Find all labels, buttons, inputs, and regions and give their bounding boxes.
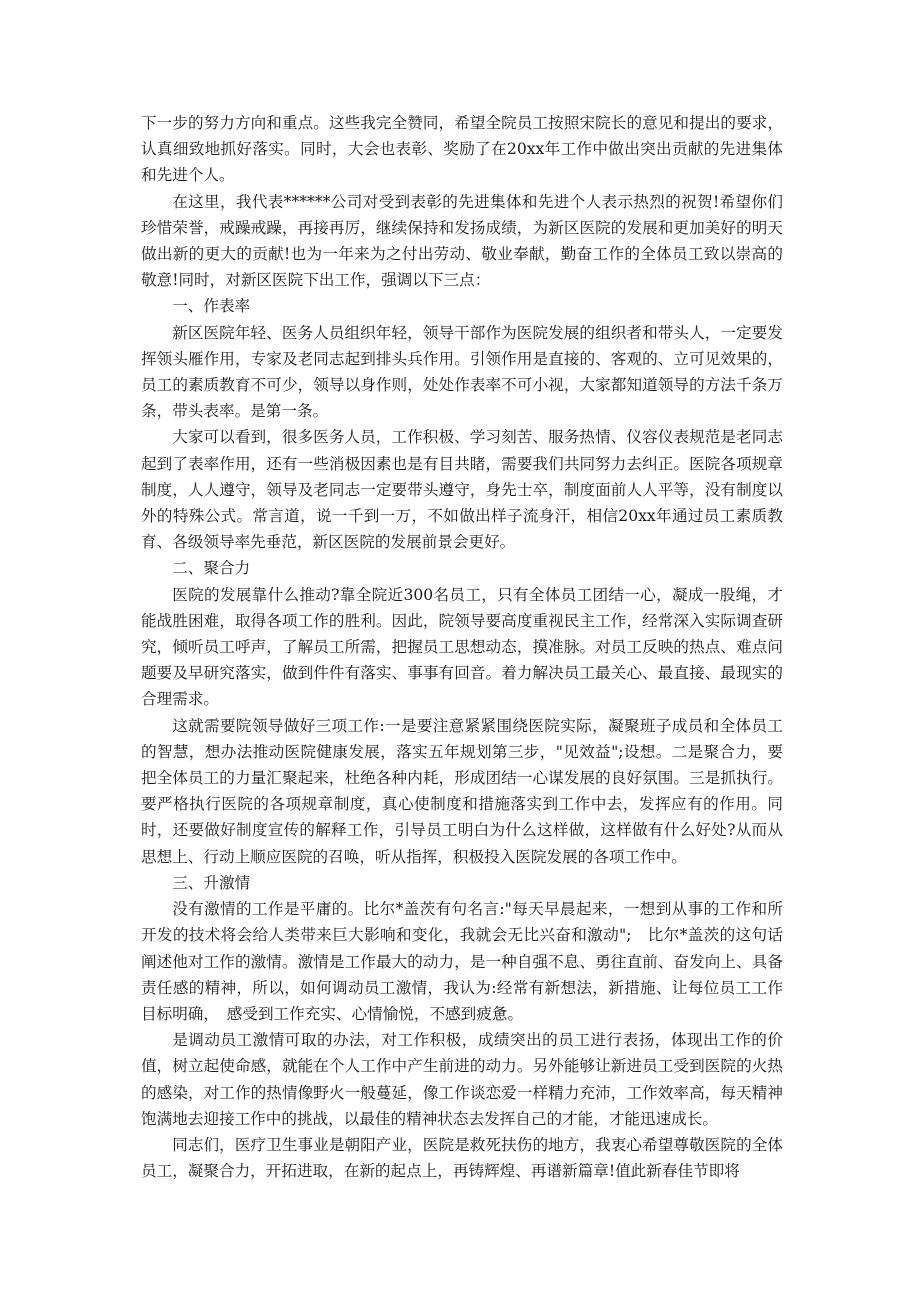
paragraph: 同志们，医疗卫生事业是朝阳产业，医院是救死扶伤的地方，我衷心希望尊敬医院的全体员工，凝聚合力，开拓进取，在新的起点上，再铸辉煌、再谱新篇章!值此新春佳节即将 xyxy=(141,1135,783,1181)
paragraph: 新区医院年轻、医务人员组织年轻，领导干部作为医院发展的组织者和带头人，一定要发挥领头雁作用，专家及老同志起到排头兵作用。引领作用是直接的、客观的、立可见效果的，员工的素质教育不可少，领导以身作则，处处作表率不可小视，大家都知道领导的方法千条万条，带头表率。是第一条。 xyxy=(141,323,783,421)
paragraph: 在这里，我代表******公司对受到表彰的先进集体和先进个人表示热烈的祝贺!希望你们珍惜荣誉，戒躁戒躁，再接再厉，继续保持和发扬成绩，为新区医院的发展和更加美好的明天做出新的更大的贡献!也为一年来为之付出劳动、敬业奉献，勤奋工作的全体员工致以崇高的敬意!同时，对新区医院下出工作，强调以下三点： xyxy=(141,192,783,290)
section-heading: 三、升激情 xyxy=(172,873,251,892)
paragraph: 大家可以看到，很多医务人员，工作积极、学习刻苦、服务热情、仪容仪表规范是老同志起到了表率作用，还有一些消极因素也是有目共睹，需要我们共同努力去纠正。医院各项规章制度，人人遵守，领导及老同志一定要带头遵守，身先士卒，制度面前人人平等，没有制度以外的特殊公式。常言道，说一千到一万，不如做出样子流身汗，相信20xx年通过员工素质教育、各级领导率先垂范，新区医院的发展前景会更好。 xyxy=(141,428,783,552)
paragraph: 医院的发展靠什么推动?靠全院近300名员工，只有全体员工团结一心，凝成一股绳，才能战胜困难，取得各项工作的胜利。因此，院领导要高度重视民主工作，经常深入实际调查研究，倾听员工呼声，了解员工所需，把握员工思想动态，摸准脉。对员工反映的热点、难点问题要及早研究落实，做到件件有落实、事事有回音。着力解决员工最关心、最直接、最现实的合理需求。 xyxy=(141,585,783,709)
section-heading: 一、作表率 xyxy=(172,297,251,316)
paragraph: 是调动员工激情可取的办法，对工作积极，成绩突出的员工进行表扬，体现出工作的价值，树立起使命感，就能在个人工作中产生前进的动力。另外能够让新进员工受到医院的火热的感染，对工作的热情像野火一般蔓延，像工作谈恋爱一样精力充沛，工作效率高，每天精神饱满地去迎接工作中的挑战，以最佳的精神状态去发挥自己的才能，才能迅速成长。 xyxy=(141,1031,783,1128)
paragraph: 没有激情的工作是平庸的。比尔*盖茨有句名言:"每天早晨起来，一想到从事的工作和所开发的技术将会给人类带来巨大影响和变化，我就会无比兴奋和激动"; 比尔*盖茨的这句话阐述他对工作的激情。激情是工作最大的动力，是一种自强不息、勇往直前、奋发向上、具备责任感的精神，所以，如何调动员工激情，我认为:经常有新想法，新措施、让每位员工工作目标明确， 感受到工作充实、心情愉悦，不感到疲惫。 xyxy=(141,900,783,1023)
paragraph: 这就需要院领导做好三项工作:一是要注意紧紧围绕医院实际，凝聚班子成员和全体员工的智慧，想办法推动医院健康发展，落实五年规划第三步，"见效益";设想。二是聚合力，要把全体员工的力量汇聚起来，杜绝各种内耗，形成团结一心谋发展的良好氛围。三是抓执行。要严格执行医院的各项规章制度，真心使制度和措施落实到工作中去，发挥应有的作用。同时，还要做好制度宣传的解释工作，引导员工明白为什么这样做，这样做有什么好处?从而从思想上、行动上顺应医院的召唤，听从指挥，积极投入医院发展的各项工作中。 xyxy=(141,716,783,866)
paragraph: 下一步的努力方向和重点。这些我完全赞同，希望全院员工按照宋院长的意见和提出的要求，认真细致地抓好落实。同时，大会也表彰、奖励了在20xx年工作中做出突出贡献的先进集体和先进个人。 xyxy=(141,114,783,185)
document-body xyxy=(141,110,783,1184)
section-heading: 二、聚合力 xyxy=(172,559,251,578)
